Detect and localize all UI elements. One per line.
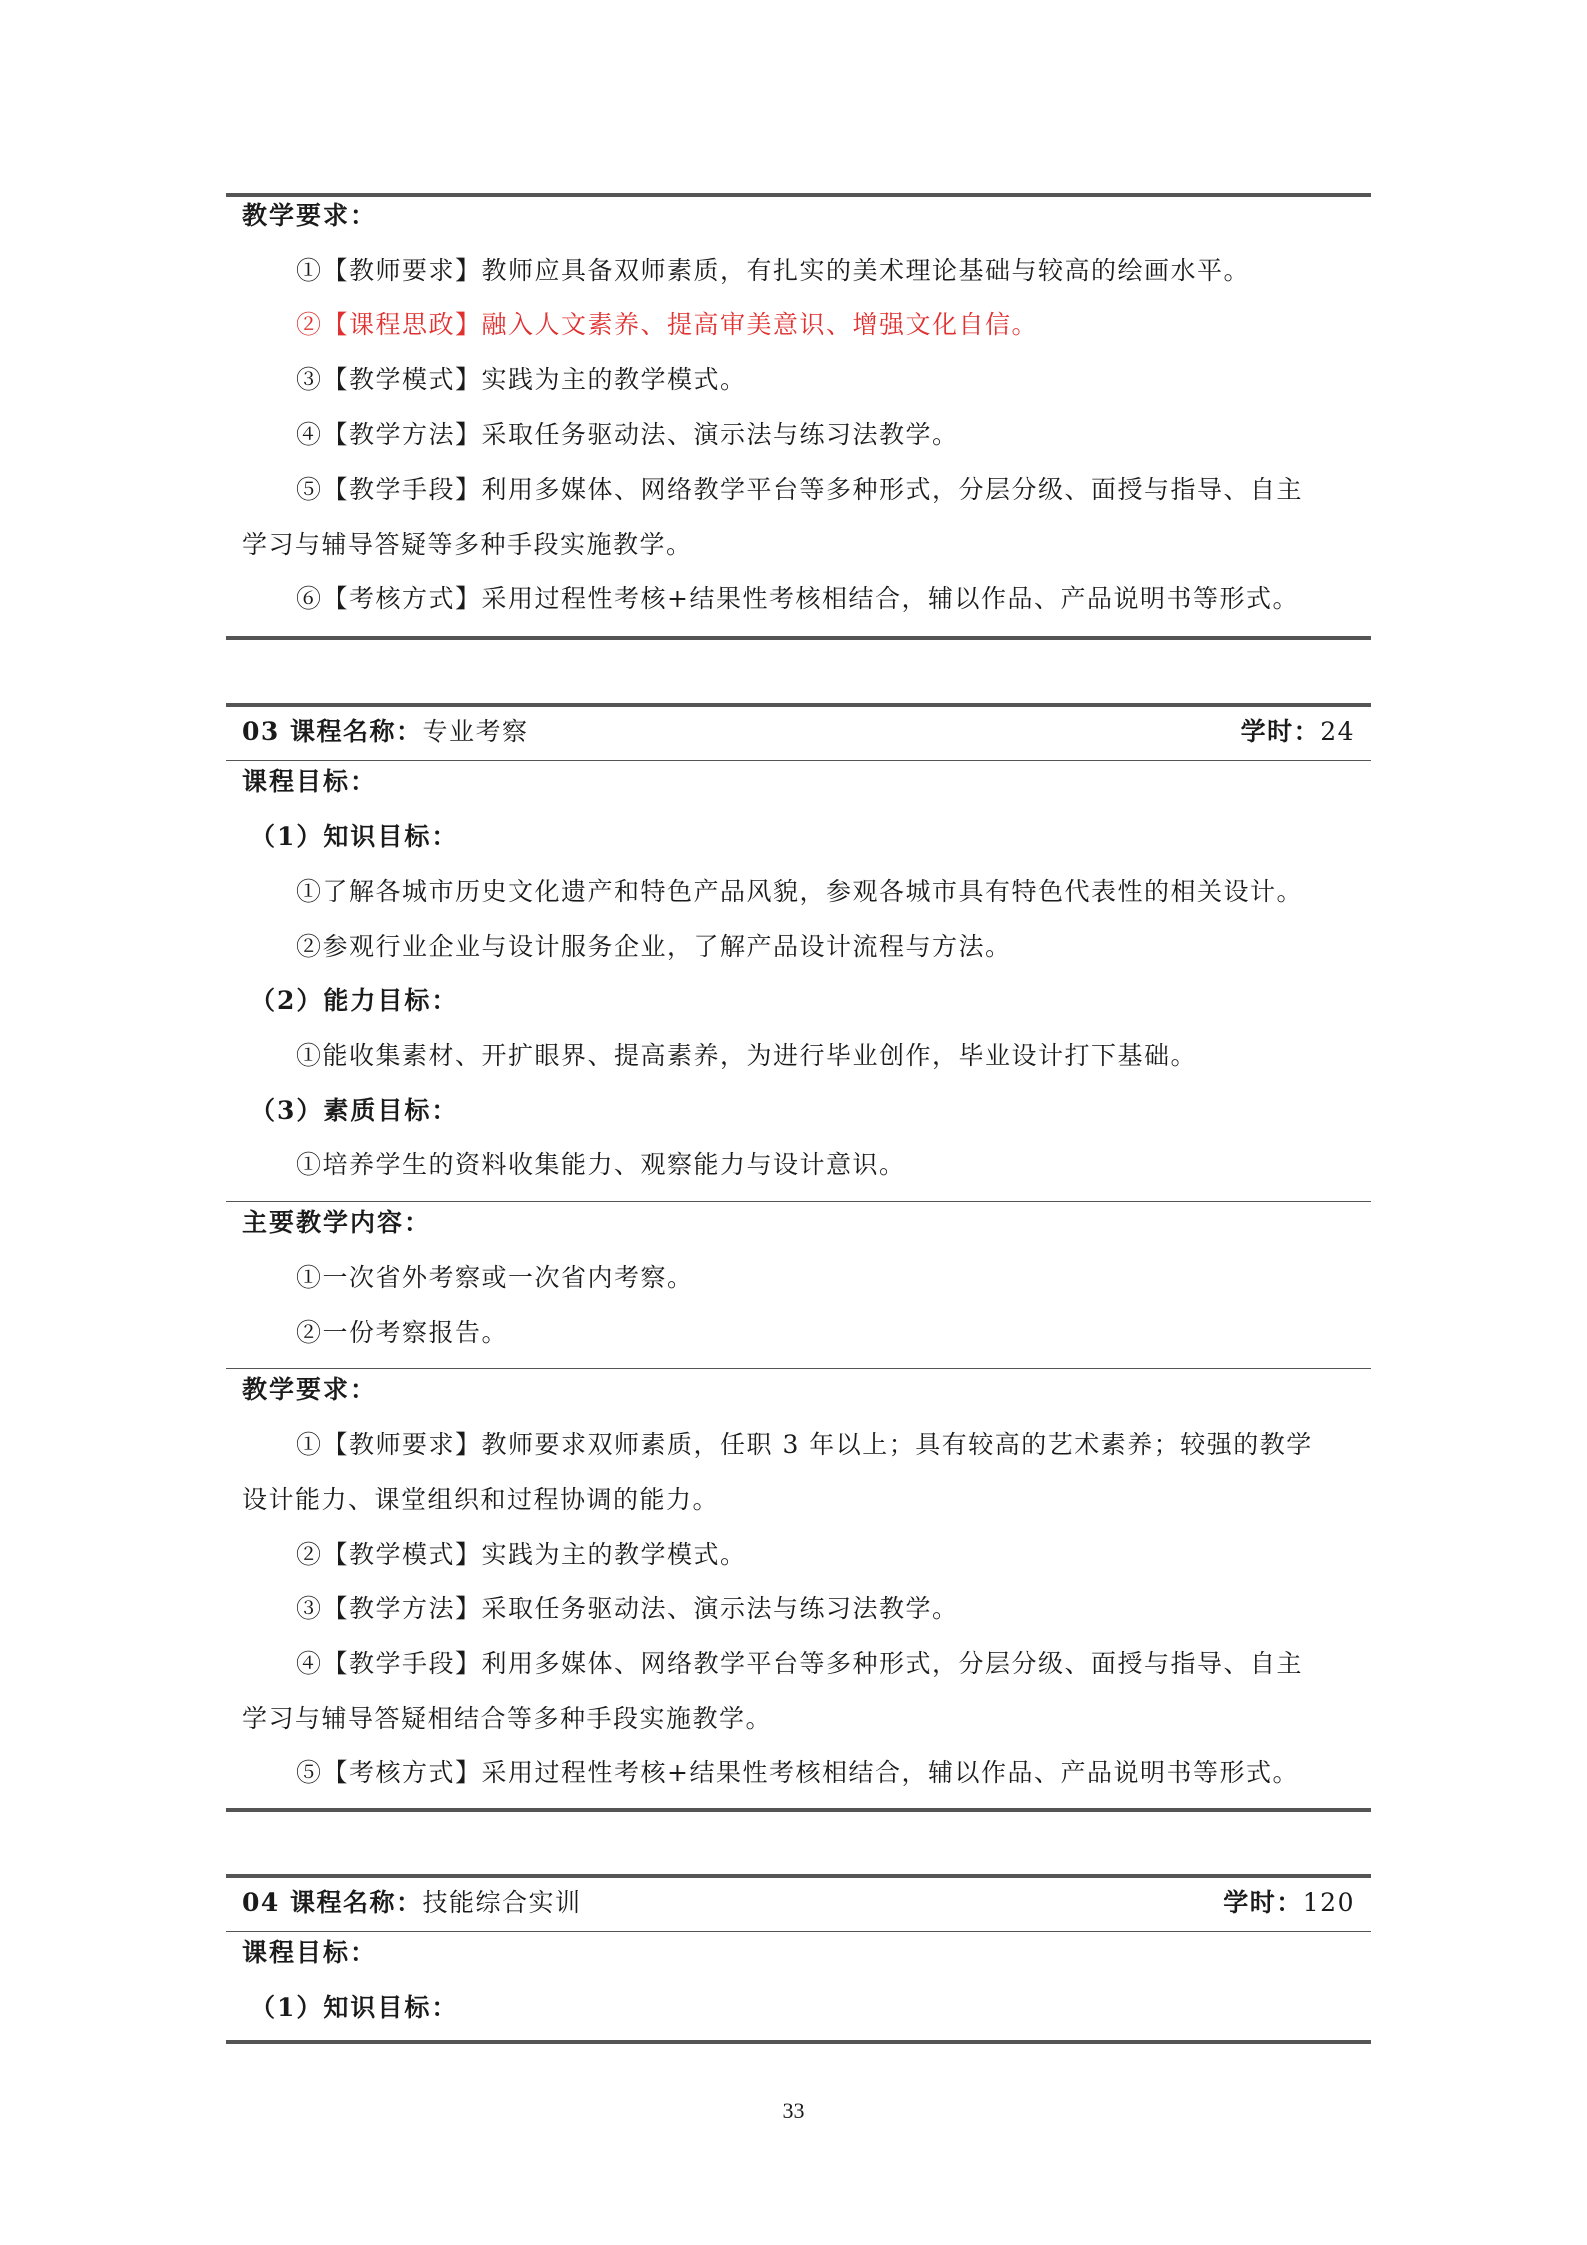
hours-value: 24 (1320, 717, 1355, 746)
requirement-item: ①【教师要求】教师应具备双师素质，有扎实的美术理论基础与较高的绘画水平。 (296, 256, 1251, 285)
knowledge-goal-item: ①了解各城市历史文化遗产和特色产品风貌，参观各城市具有特色代表性的相关设计。 (296, 877, 1304, 906)
quality-goal-item: ①培养学生的资料收集能力、观察能力与设计意识。 (296, 1150, 906, 1179)
requirement-item-continued: 学习与辅导答疑相结合等多种手段实施教学。 (242, 1704, 773, 1733)
content-item: ①一次省外考察或一次省内考察。 (296, 1263, 694, 1292)
page-number: 33 (782, 2098, 805, 2123)
requirement-item-ideology: ②【课程思政】融入人文素养、提高审美意识、增强文化自信。 (296, 310, 1039, 339)
main-content-heading: 主要教学内容： (242, 1208, 432, 1237)
requirement-item-continued: 学习与辅导答疑等多种手段实施教学。 (242, 530, 693, 559)
content-item: ②一份考察报告。 (296, 1318, 509, 1347)
section-bottom-rule (226, 636, 1371, 640)
hours-label: 学时： (1223, 1888, 1303, 1917)
requirement-item: ⑤【教学手段】利用多媒体、网络教学平台等多种形式，分层分级、面授与指导、自主 (296, 475, 1304, 504)
course03-goals-divider (226, 1201, 1371, 1202)
knowledge-goals-heading: （1）知识目标： (250, 822, 459, 851)
requirement-item: ③【教学方法】采取任务驱动法、演示法与练习法教学。 (296, 1594, 959, 1623)
hours-value: 120 (1302, 1888, 1355, 1917)
course03-title-divider (226, 760, 1371, 761)
course04-bottom-rule (226, 2040, 1371, 2044)
course03-bottom-rule (226, 1808, 1371, 1812)
requirement-item: ②【教学模式】实践为主的教学模式。 (296, 1540, 747, 1569)
section-top-rule (226, 193, 1371, 197)
requirement-item: ④【教学方法】采取任务驱动法、演示法与练习法教学。 (296, 420, 959, 449)
course03-content-divider (226, 1368, 1371, 1369)
ability-goals-heading: （2）能力目标： (250, 986, 459, 1015)
course-name-label: 03 课程名称： (242, 717, 423, 746)
teaching-requirements-heading: 教学要求： (242, 1375, 378, 1404)
knowledge-goal-item: ②参观行业企业与设计服务企业，了解产品设计流程与方法。 (296, 932, 1012, 961)
course-name: 专业考察 (422, 717, 529, 746)
requirement-item-continued: 设计能力、课堂组织和过程协调的能力。 (242, 1485, 720, 1514)
ability-goal-item: ①能收集素材、开扩眼界、提高素养，为进行毕业创作，毕业设计打下基础。 (296, 1041, 1198, 1070)
requirement-item: ④【教学手段】利用多媒体、网络教学平台等多种形式，分层分级、面授与指导、自主 (296, 1649, 1304, 1678)
teaching-requirements-heading: 教学要求： (242, 201, 378, 230)
course-goals-heading: 课程目标： (242, 1938, 378, 1967)
course04-title-divider (226, 1931, 1371, 1932)
requirement-item: ⑤【考核方式】采用过程性考核+结果性考核相结合，辅以作品、产品说明书等形式。 (296, 1758, 1299, 1787)
hours-label: 学时： (1240, 717, 1321, 746)
course-name: 技能综合实训 (422, 1888, 582, 1917)
requirement-item: ①【教师要求】教师要求双师素质，任职 3 年以上；具有较高的艺术素养；较强的教学 (296, 1430, 1313, 1459)
course-name-label: 04 课程名称： (242, 1888, 423, 1917)
quality-goals-heading: （3）素质目标： (250, 1096, 459, 1125)
requirement-item: ③【教学模式】实践为主的教学模式。 (296, 365, 747, 394)
knowledge-goals-heading: （1）知识目标： (250, 1993, 459, 2022)
requirement-item: ⑥【考核方式】采用过程性考核+结果性考核相结合，辅以作品、产品说明书等形式。 (296, 584, 1299, 613)
course04-title-row (226, 1878, 1371, 1930)
course-goals-heading: 课程目标： (242, 767, 378, 796)
course03-title-row (226, 707, 1371, 759)
